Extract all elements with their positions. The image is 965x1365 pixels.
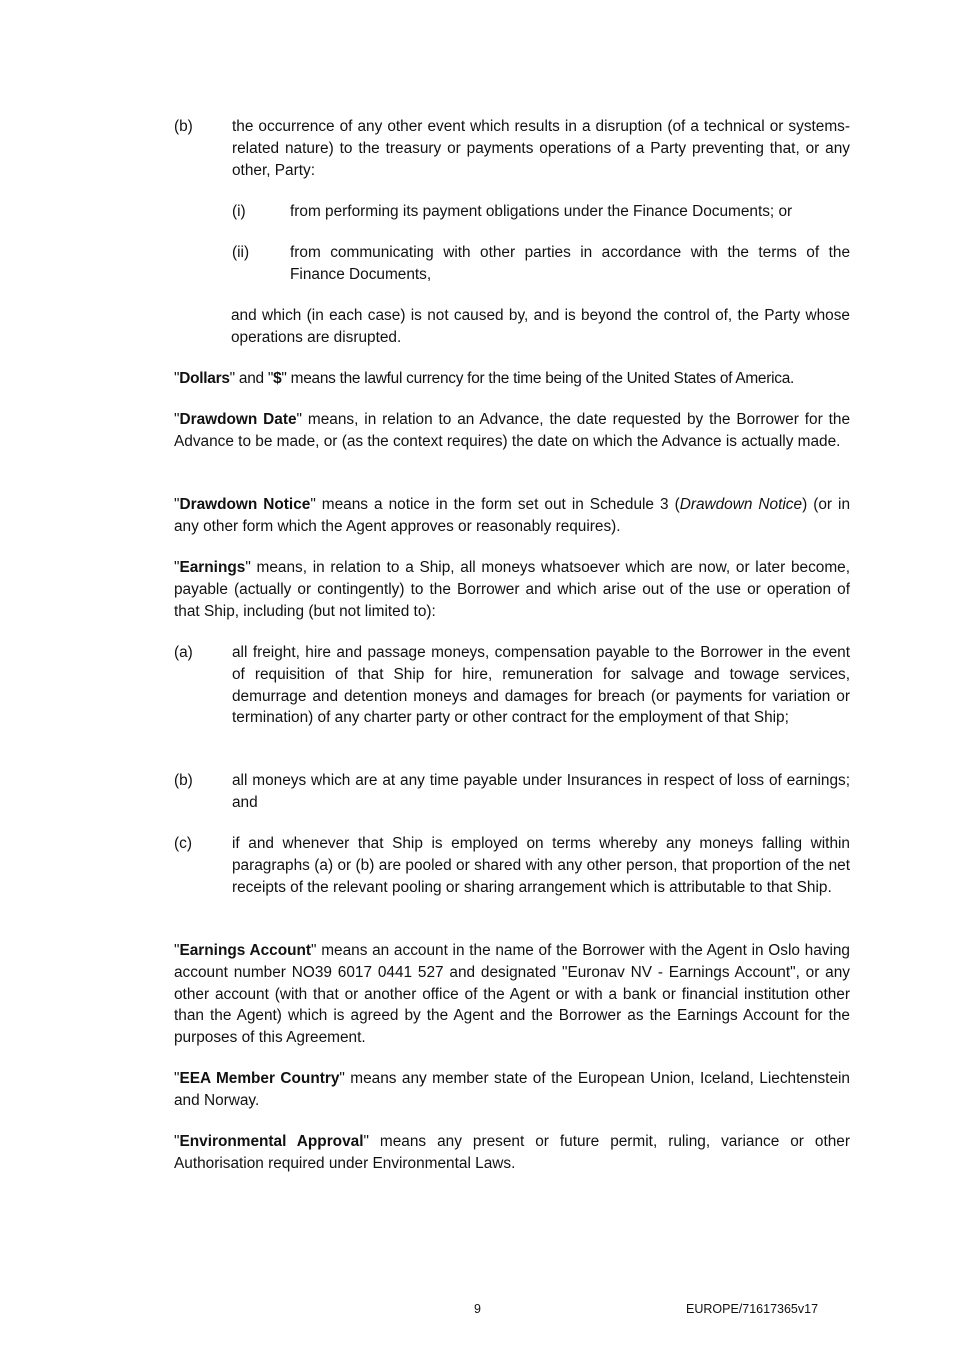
definition-earnings: "Earnings" means, in relation to a Ship, all moneys whatsoever which are now, or later become, payable (actually or contingently) to the Borrower and which arise out of the use or operation of that Ship, including (but not limited to): xyxy=(174,559,850,620)
clause-b-text: the occurrence of any other event which results in a disruption (of a technical or systems-related nature) to the treasury or payments operations of a Party preventing that, or any other, Party: xyxy=(232,118,850,179)
list-item-text: all moneys which are at any time payable under Insurances in respect of loss of earnings; and xyxy=(232,772,850,811)
cross-reference: Drawdown Notice xyxy=(679,496,803,513)
sub-item-label: (i) xyxy=(232,203,246,220)
clause-b-label: (b) xyxy=(174,118,193,135)
page-number: 9 xyxy=(474,1302,481,1316)
sub-item-label: (ii) xyxy=(232,244,250,261)
list-item-label: (c) xyxy=(174,835,192,852)
earnings-item-a xyxy=(174,642,850,729)
defined-term: Drawdown Notice xyxy=(179,496,311,513)
definition-drawdown-date: "Drawdown Date" means, in relation to an Advance, the date requested by the Borrower for the Advance to be made, or (as the context requires) the date on which the Advance is actually made. xyxy=(174,411,850,450)
clause-b xyxy=(174,116,850,181)
defined-term: EEA Member Country xyxy=(179,1070,340,1087)
sub-item-text: from performing its payment obligations under the Finance Documents; or xyxy=(290,203,793,220)
defined-term: Earnings Account xyxy=(179,942,312,959)
list-item-text: all freight, hire and passage moneys, compensation payable to the Borrower in the event of requisition of that Ship for hire, remuneration for salvage and towage services, demurrage and detention moneys and damages for breach (or payments for variation or termination) of any charter party or other contract for the employment of that Ship; xyxy=(232,644,850,727)
document-reference: EUROPE/71617365v17 xyxy=(686,1302,819,1316)
sub-item-i xyxy=(232,201,850,223)
defined-term: Environmental Approval xyxy=(179,1133,364,1150)
sub-item-ii xyxy=(232,242,850,286)
definition-earnings-account: "Earnings Account" means an account in the name of the Borrower with the Agent in Oslo having account number NO39 6017 0441 527 and designated "Euronav NV - Earnings Account", or any other account (with that or another office of the Agent or with a bank or financial institution other than the Agent) which is agreed by the Agent and the Borrower as the Earnings Account for the purposes of this Agreement. xyxy=(174,942,850,1047)
defined-term: Drawdown Date xyxy=(179,411,297,428)
list-item-label: (a) xyxy=(174,644,193,661)
definition-dollars: "Dollars" and "$" means the lawful currency for the time being of the United States of America. xyxy=(174,370,795,387)
list-item-label: (b) xyxy=(174,772,193,789)
list-item-text: if and whenever that Ship is employed on terms whereby any moneys falling within paragraphs (a) or (b) are pooled or shared with any other person, that proportion of the net receipts of the relevant pooling or sharing arrangement which is attributable to that Ship. xyxy=(232,835,850,896)
definition-eea-member-country: "EEA Member Country" means any member state of the European Union, Iceland, Liechtenstein and Norway. xyxy=(174,1070,850,1109)
definition-environmental-approval: "Environmental Approval" means any present or future permit, ruling, variance or other Authorisation required under Environmental Laws. xyxy=(174,1133,850,1172)
defined-term: $ xyxy=(273,370,282,387)
earnings-item-c xyxy=(174,833,850,898)
earnings-item-b xyxy=(174,770,850,814)
defined-term: Dollars xyxy=(179,370,230,387)
definition-drawdown-notice: "Drawdown Notice" means a notice in the form set out in Schedule 3 (Drawdown Notice) (or in any other form which the Agent approves or reasonably requires). xyxy=(174,496,851,535)
sub-item-text: from communicating with other parties in accordance with the terms of the Finance Documents, xyxy=(290,244,850,283)
clause-b-closing: and which (in each case) is not caused by, and is beyond the control of, the Party whose operations are disrupted. xyxy=(231,307,850,346)
defined-term: Earnings xyxy=(179,559,246,576)
